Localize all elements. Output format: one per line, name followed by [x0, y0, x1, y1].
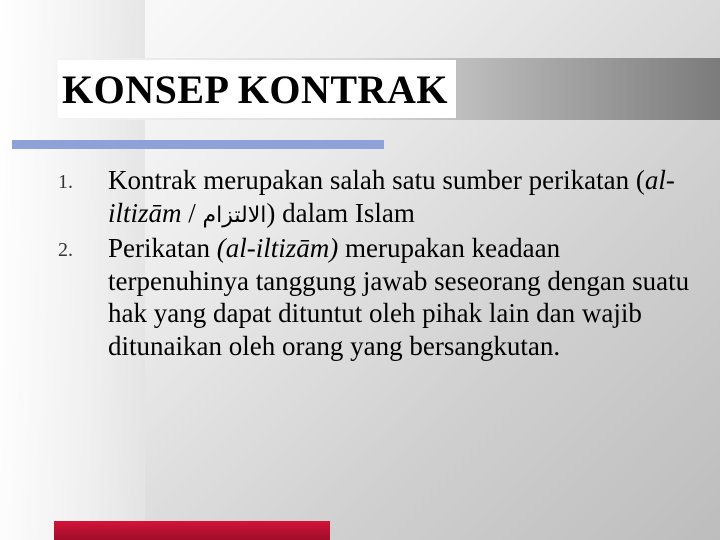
bottom-decor-bar	[54, 521, 330, 540]
item-number: 1.	[58, 171, 73, 193]
item-text	[108, 164, 698, 232]
item-number: 2.	[58, 239, 73, 261]
slide-title: KONSEP KONTRAK	[62, 66, 448, 112]
arabic-term: الالتزام	[202, 202, 267, 228]
list-item	[58, 232, 698, 362]
item-text-part: Perikatan	[108, 233, 217, 263]
item-term: al-iltizām	[108, 165, 675, 228]
accent-line	[12, 140, 384, 149]
item-separator: /	[181, 197, 203, 228]
content-list	[58, 164, 698, 362]
item-text-part: Kontrak merupakan salah satu sumber perikatan (	[108, 165, 645, 195]
title-box	[58, 60, 456, 118]
item-term: (al-iltizām)	[216, 233, 339, 263]
item-text	[108, 232, 698, 362]
item-text-part: merupakan keadaan terpenuhinya tanggung jawab seseorang dengan suatu hak yang dapat dituntut oleh pihak lain dan wajib ditunaikan oleh orang yang bersangkutan.	[108, 233, 690, 361]
item-text-part: ) dalam Islam	[266, 197, 415, 228]
list-item	[58, 164, 698, 232]
